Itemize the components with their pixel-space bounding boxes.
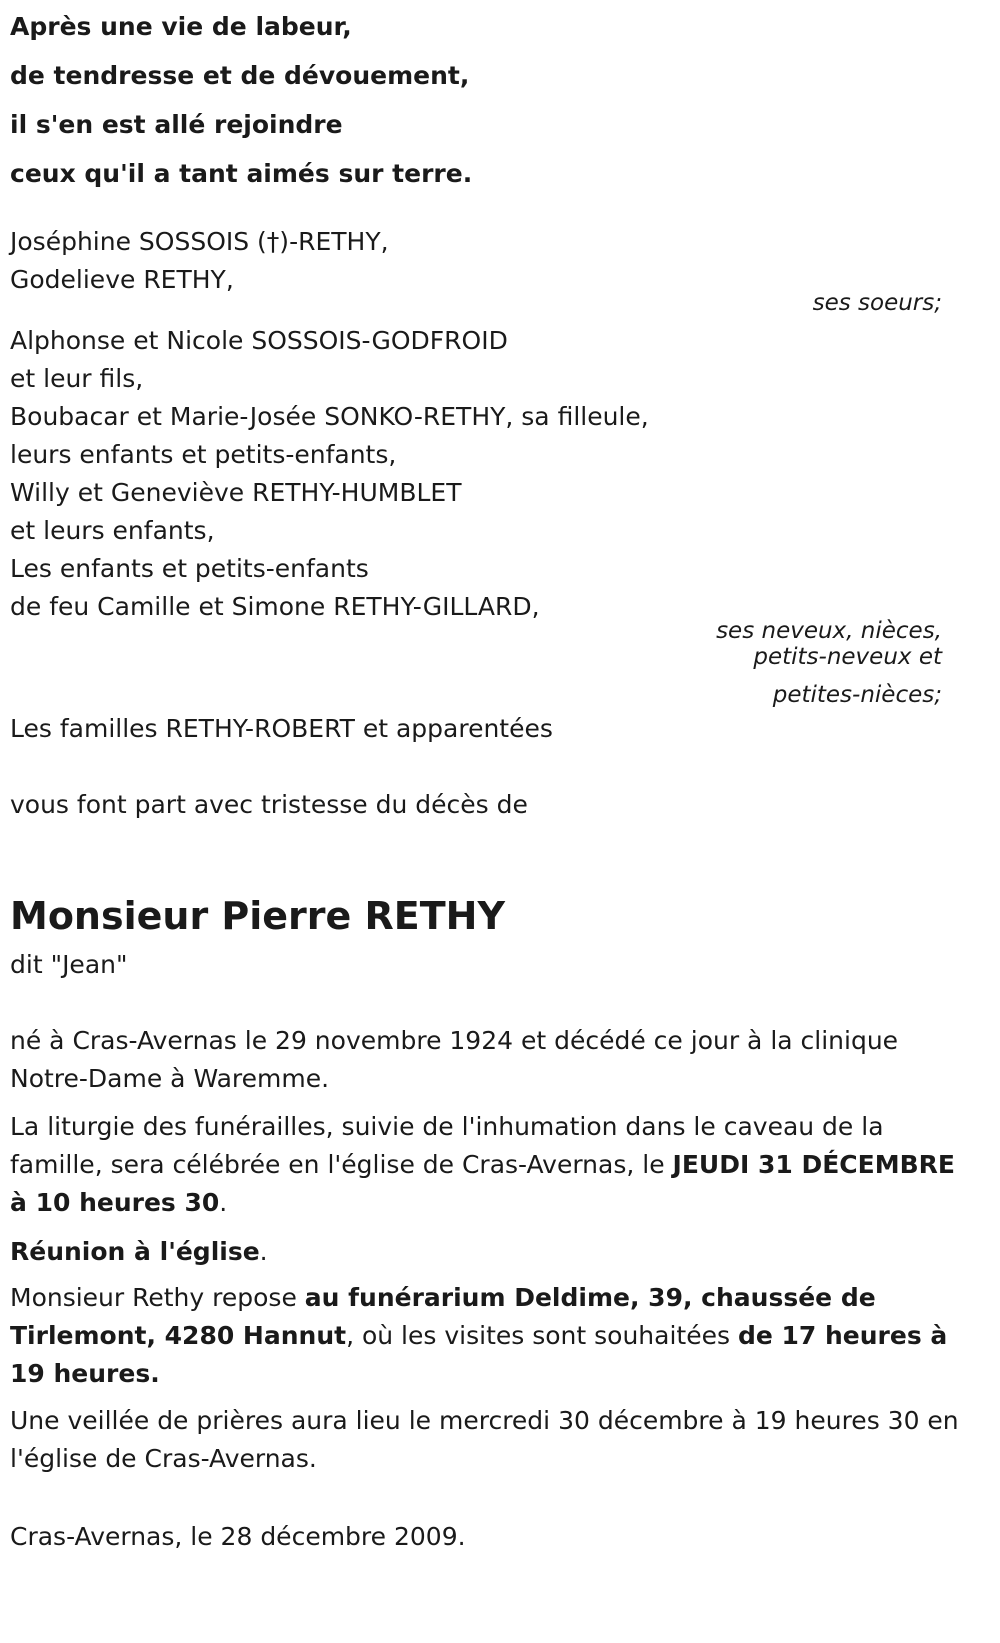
family-line: Les enfants et petits-enfants (10, 554, 369, 583)
families-line: Les familles RETHY-ROBERT et apparentées (10, 714, 553, 743)
sister-name: Godelieve RETHY, (10, 265, 234, 294)
announcement-line: vous font part avec tristesse du décès de (10, 790, 528, 819)
repose-text: Monsieur Rethy repose (10, 1283, 305, 1312)
intro-verse (10, 2, 472, 198)
birth-death-paragraph: né à Cras-Avernas le 29 novembre 1924 et décédé ce jour à la clinique Notre-Dame à Waremme. (10, 1026, 899, 1093)
sisters-relation: ses soeurs; (812, 290, 942, 316)
family-line: de feu Camille et Simone RETHY-GILLARD, (10, 592, 540, 621)
liturgy-date: JEUDI 31 DÉCEMBRE à 10 heures 30 (10, 1150, 955, 1217)
intro-line: de tendresse et de dévouement, (10, 61, 470, 90)
liturgy-end: . (219, 1188, 228, 1217)
nephews-relation (716, 618, 942, 708)
liturgy-text: La liturgie des funérailles, suivie de l'inhumation dans le caveau de la famille, sera célébrée en l'église de Cras-Avernas, le (10, 1112, 884, 1179)
relation-line: petites-nièces; (772, 682, 942, 708)
repose-mid: , où les visites sont souhaitées (346, 1321, 738, 1350)
repose-paragraph (10, 1279, 970, 1393)
deceased-nickname: dit "Jean" (10, 950, 128, 979)
nephews-block (10, 322, 649, 626)
relation-line: ses neveux, nièces, (716, 618, 942, 644)
family-line: Willy et Geneviève RETHY-HUMBLET (10, 478, 462, 507)
sisters-block (10, 223, 389, 299)
intro-line: ceux qu'il a tant aimés sur terre. (10, 159, 473, 188)
repose-hours: de 17 heures à 19 heures. (10, 1321, 948, 1388)
deceased-name: Monsieur Pierre RETHY (10, 894, 506, 938)
family-line: leurs enfants et petits-enfants, (10, 440, 397, 469)
reunion-label: Réunion à l'église (10, 1237, 260, 1266)
relation-line: petits-neveux et (753, 644, 942, 670)
family-line: Boubacar et Marie-Josée SONKO-RETHY, sa filleule, (10, 402, 649, 431)
family-line: et leurs enfants, (10, 516, 215, 545)
vigil-paragraph: Une veillée de prières aura lieu le mercredi 30 décembre à 19 heures 30 en l'église de Cras-Avernas. (10, 1406, 959, 1473)
reunion-end: . (259, 1237, 268, 1266)
intro-line: il s'en est allé rejoindre (10, 110, 343, 139)
liturgy-paragraph (10, 1108, 970, 1222)
place-date: Cras-Avernas, le 28 décembre 2009. (10, 1522, 466, 1551)
repose-place: au funérarium Deldime, 39, chaussée de Tirlemont, 4280 Hannut (10, 1283, 876, 1350)
family-line: et leur fils, (10, 364, 144, 393)
sister-name: Joséphine SOSSOIS (†)-RETHY, (10, 227, 389, 256)
reunion-paragraph (10, 1232, 970, 1272)
intro-line: Après une vie de labeur, (10, 12, 352, 41)
family-line: Alphonse et Nicole SOSSOIS-GODFROID (10, 326, 508, 355)
